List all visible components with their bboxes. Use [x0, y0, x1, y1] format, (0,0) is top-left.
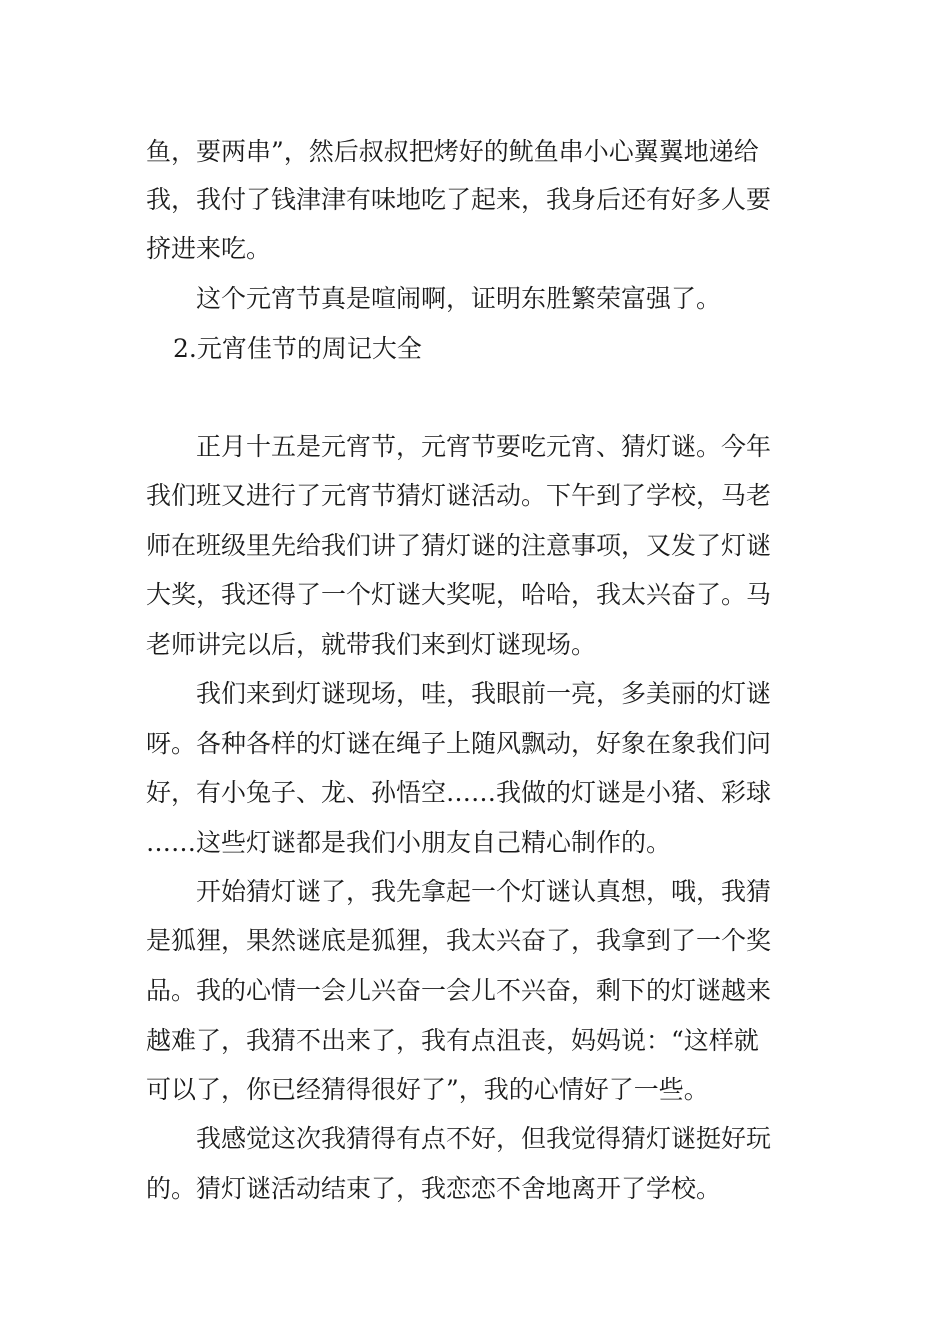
section-heading: 2.元宵佳节的周记大全 — [173, 334, 422, 363]
text-line: 品。我的心情一会儿兴奋一会儿不兴奋，剩下的灯谜越来 — [146, 976, 772, 1005]
text-line: 师在班级里先给我们讲了猜灯谜的注意事项，又发了灯谜 — [146, 531, 772, 560]
text-line: 好，有小兔子、龙、孙悟空……我做的灯谜是小猪、彩球 — [146, 778, 772, 807]
text-line: 我感觉这次我猜得有点不好，但我觉得猜灯谜挺好玩 — [196, 1124, 772, 1153]
text-line: 我们班又进行了元宵节猜灯谜活动。下午到了学校，马老 — [146, 481, 772, 510]
text-line: 开始猜灯谜了，我先拿起一个灯谜认真想，哦，我猜 — [196, 877, 772, 906]
text-line: 的。猜灯谜活动结束了，我恋恋不舍地离开了学校。 — [146, 1174, 722, 1203]
text-line: 老师讲完以后，就带我们来到灯谜现场。 — [146, 630, 597, 659]
text-line: 鱼，要两串”，然后叔叔把烤好的鱿鱼串小心翼翼地递给 — [146, 137, 759, 166]
text-line: 是狐狸，果然谜底是狐狸，我太兴奋了，我拿到了一个奖 — [146, 926, 772, 955]
text-line: 大奖，我还得了一个灯谜大奖呢，哈哈，我太兴奋了。马 — [146, 580, 772, 609]
text-line: 可以了，你已经猜得很好了”，我的心情好了一些。 — [146, 1075, 709, 1104]
text-line: 呀。各种各样的灯谜在绳子上随风飘动，好象在象我们问 — [146, 729, 772, 758]
text-line: 挤进来吃。 — [146, 234, 272, 263]
text-line: 正月十五是元宵节，元宵节要吃元宵、猜灯谜。今年 — [196, 432, 772, 461]
text-line: 我们来到灯谜现场，哇，我眼前一亮，多美丽的灯谜 — [196, 679, 772, 708]
text-line: 越难了，我猜不出来了，我有点沮丧，妈妈说：“这样就 — [146, 1026, 759, 1055]
conclusion-paragraph: 这个元宵节真是喧闹啊，证明东胜繁荣富强了。 — [196, 284, 722, 313]
text-line: ……这些灯谜都是我们小朋友自己精心制作的。 — [146, 828, 672, 857]
text-line: 我，我付了钱津津有味地吃了起来，我身后还有好多人要 — [146, 185, 772, 214]
